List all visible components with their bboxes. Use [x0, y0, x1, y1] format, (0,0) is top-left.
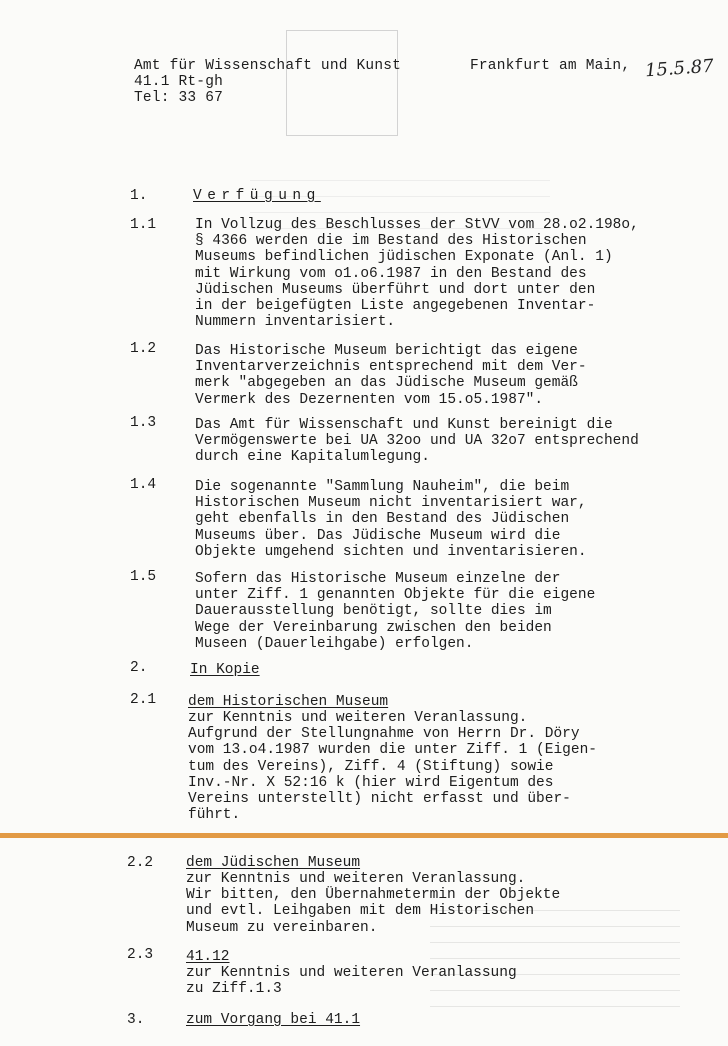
item-number: 2. — [130, 660, 148, 676]
item-text: zur Kenntnis und weiteren Veranlassung. Wir bitten, den Übernahmetermin der Objekte und evtl. Leihgaben mit dem Historischen Museum zu vereinbaren. — [186, 871, 561, 936]
item-text: zur Kenntnis und weiteren Veranlassung zu Ziff.1.3 — [186, 965, 517, 998]
item-number: 2.3 — [127, 947, 154, 963]
section-heading: zum Vorgang bei 41.1 — [186, 1012, 361, 1028]
item-number: 2.2 — [127, 855, 154, 871]
item-text: In Vollzug des Beschlusses der StVV vom 28.o2.198o, § 4366 werden die im Bestand des Historischen Museums befindlichen jüdischen Exponate (Anl. 1) mit Wirkung vom o1.o6.1987 in den Bestand des Jüdischen Museums überführt und dort unter den in der beigefügten Liste angegebenen Inventar- Nummern inventarisiert. — [195, 217, 639, 331]
item-heading: dem Jüdischen Museum — [186, 855, 361, 871]
item-number: 2.1 — [130, 692, 157, 708]
item-text: Das Historische Museum berichtigt das eigene Inventarverzeichnis entsprechend mit dem Ver- merk "abgegeben an das Jüdische Museum gemäß Vermerk des Dezernenten vom 15.o5.1987". — [195, 343, 587, 408]
item-text: Sofern das Historische Museum einzelne der unter Ziff. 1 genannten Objekte für die eigene Dauerausstellung benötigt, sollte dies im Wege der Vereinbarung zwischen den beiden Museen (Dauerleihgabe) erfolgen. — [195, 571, 596, 652]
handwritten-date: 15.5.87 — [644, 55, 715, 82]
item-text: Das Amt für Wissenschaft und Kunst bereinigt die Vermögenswerte bei UA 32oo und UA 32o7 entsprechend durch eine Kapitalumlegung. — [195, 417, 639, 466]
item-heading: 41.12 — [186, 949, 230, 965]
item-number: 3. — [127, 1012, 145, 1028]
section-heading: Verfügung — [193, 188, 321, 204]
item-number: 1.5 — [130, 569, 157, 585]
item-text: zur Kenntnis und weiteren Veranlassung. Aufgrund der Stellungnahme von Herrn Dr. Döry vom 13.o4.1987 wurden die unter Ziff. 1 (Eigen- tum des Vereins), Ziff. 4 (Stiftung) sowie Inv.-Nr. X 52:16 k (hier wird Eigentum des Vereins unterstellt) nicht erfasst und über- führt. — [188, 710, 597, 824]
item-number: 1.2 — [130, 341, 157, 357]
office-name: Amt für Wissenschaft und Kunst — [134, 58, 402, 74]
item-text: Die sogenannte "Sammlung Nauheim", die beim Historischen Museum nicht inventarisiert war, geht ebenfalls in den Bestand des Jüdischen Museums über. Das Jüdische Museum wird die Objekte umgehend sichten und inventarisieren. — [195, 479, 587, 560]
item-number: 1.3 — [130, 415, 157, 431]
item-number: 1.4 — [130, 477, 157, 493]
page-divider — [0, 833, 728, 838]
reference: 41.1 Rt-gh — [134, 74, 224, 90]
section-heading: In Kopie — [190, 662, 260, 678]
item-number: 1.1 — [130, 217, 157, 233]
telephone: Tel: 33 67 — [134, 90, 224, 106]
item-number: 1. — [130, 188, 148, 204]
place-line: Frankfurt am Main, — [470, 58, 631, 74]
sender-block — [134, 58, 401, 106]
item-heading: dem Historischen Museum — [188, 694, 389, 710]
